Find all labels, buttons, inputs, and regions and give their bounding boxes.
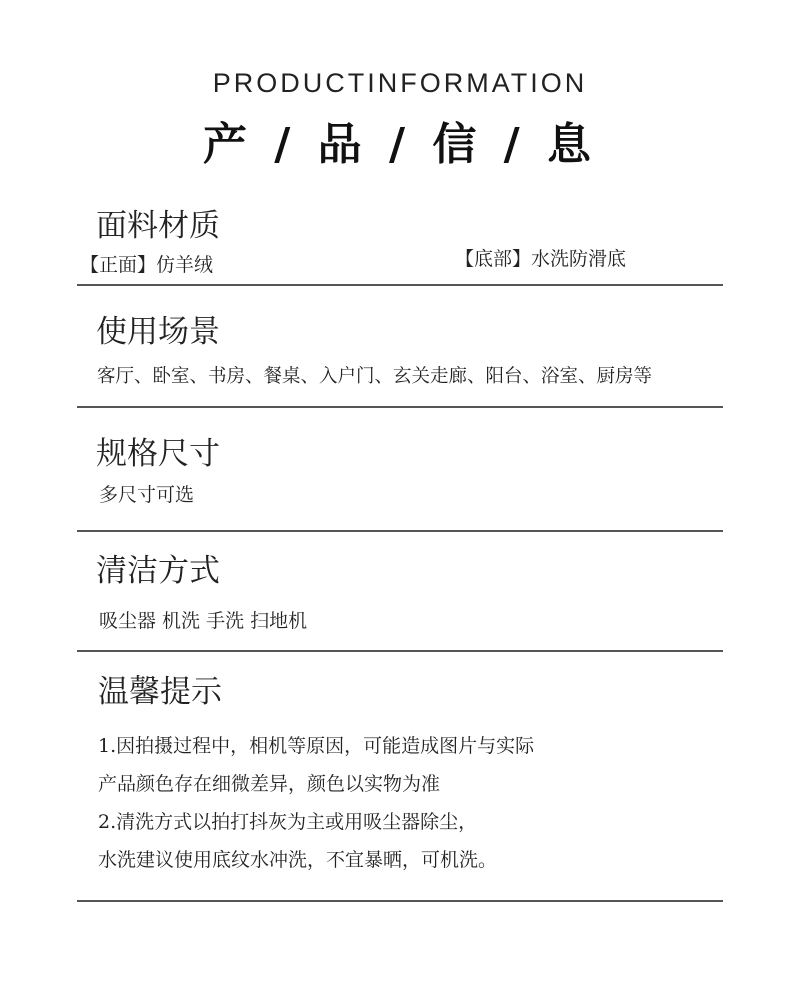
- divider: [77, 284, 723, 286]
- cleaning-title: 清洁方式: [96, 553, 220, 589]
- header-title-cn: 产 / 品 / 信 / 息: [202, 119, 598, 170]
- divider: [77, 530, 723, 532]
- divider: [77, 650, 723, 652]
- header-title-en: PRODUCTINFORMATION: [212, 68, 588, 98]
- material-title: 面料材质: [96, 208, 220, 244]
- scenes-title: 使用场景: [96, 314, 220, 350]
- size-title: 规格尺寸: [96, 436, 220, 472]
- size-text: 多尺寸可选: [99, 484, 195, 506]
- tips-title: 温馨提示: [98, 674, 222, 710]
- material-bottom: 【底部】水洗防滑底: [455, 248, 627, 270]
- divider: [77, 900, 723, 902]
- tips-line: 水洗建议使用底纹水冲洗，不宜暴晒，可机洗。: [98, 849, 498, 871]
- divider: [77, 406, 723, 408]
- tips-line: 1.因拍摄过程中，相机等原因，可能造成图片与实际: [98, 735, 535, 757]
- tips-line: 2.清洗方式以拍打抖灰为主或用吸尘器除尘，: [98, 811, 478, 833]
- tips-line: 产品颜色存在细微差异，颜色以实物为准: [98, 773, 441, 795]
- material-front: 【正面】仿羊绒: [80, 254, 214, 276]
- cleaning-text: 吸尘器 机洗 手洗 扫地机: [99, 610, 308, 632]
- scenes-text: 客厅、卧室、书房、餐桌、入户门、玄关走廊、阳台、浴室、厨房等: [97, 366, 653, 387]
